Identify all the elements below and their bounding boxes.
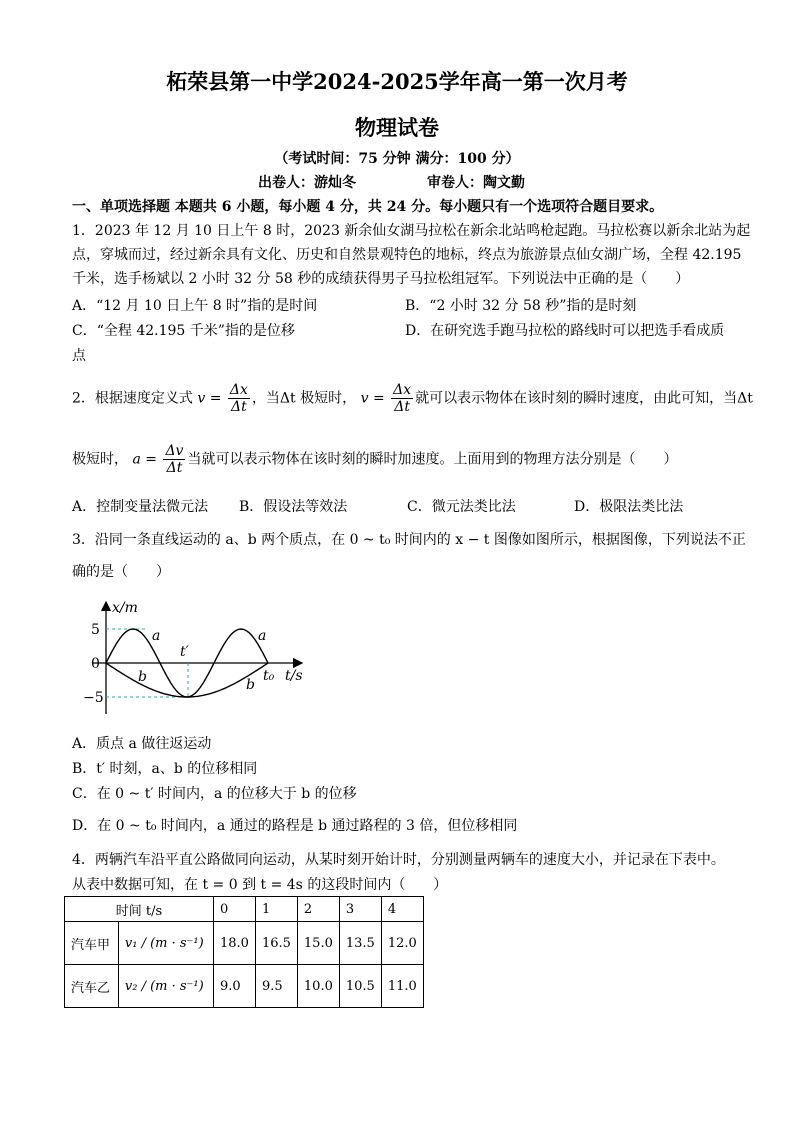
table-header-row bbox=[65, 897, 424, 922]
table-time-4: 4 bbox=[381, 897, 423, 922]
q3-line2: 确的是（ ） bbox=[72, 564, 170, 580]
label-a-2: a bbox=[258, 628, 267, 644]
q2-v-eq: v = bbox=[197, 390, 222, 407]
q2-text2: ，当Δt 极短时， bbox=[251, 390, 357, 407]
q2-option-d: D．极限法类比法 bbox=[574, 499, 684, 515]
table-cell: 10.0 bbox=[297, 965, 339, 1008]
table-cell: 11.0 bbox=[381, 965, 423, 1008]
table-cell: 18.0 bbox=[214, 922, 256, 965]
y-axis-label: x/m bbox=[112, 600, 138, 616]
table-cell: 10.5 bbox=[339, 965, 381, 1008]
section-heading: 一、单项选择题 本题共 6 小题，每小题 4 分，共 24 分。每小题只有一个选项符合题目要求。 bbox=[72, 199, 664, 215]
table-cell: 9.0 bbox=[214, 965, 256, 1008]
setter: 出卷人：游灿冬 bbox=[258, 175, 356, 191]
table-header-time: 时间 t/s bbox=[65, 897, 214, 922]
q2-a-eq: a = bbox=[132, 451, 157, 468]
q4-line2: 从表中数据可知，在 t = 0 到 t = 4s 的这段时间内（ ） bbox=[72, 877, 448, 893]
curve-b bbox=[106, 663, 268, 697]
q1-option-c: C．“全程 42.195 千米”指的是位移 bbox=[72, 323, 295, 339]
table-cell: 12.0 bbox=[381, 922, 423, 965]
q2-line2 bbox=[72, 443, 677, 476]
q3-option-b: B．t′ 时刻，a、b 的位移相同 bbox=[72, 761, 258, 777]
table-time-2: 2 bbox=[297, 897, 339, 922]
label-tprime: t′ bbox=[180, 644, 189, 660]
table-row bbox=[65, 922, 424, 965]
table-cell: 9.5 bbox=[255, 965, 297, 1008]
q2-v-eq-2: v = bbox=[360, 390, 385, 407]
table-row bbox=[65, 965, 424, 1008]
q2-text4: 极短时， bbox=[72, 451, 128, 468]
q2-line1 bbox=[72, 382, 753, 415]
q1-line2: 点，穿城而过，经过新余具有文化、历史和自然景观特色的地标，终点为旅游景点仙女湖广场，全程 42.195 bbox=[72, 247, 742, 263]
q1-option-b: B．“2 小时 32 分 58 秒”指的是时刻 bbox=[405, 298, 637, 314]
quantity-label: v₂ / (m · s⁻¹) bbox=[118, 965, 213, 1008]
table-cell: 16.5 bbox=[255, 922, 297, 965]
reviewer: 审卷人：陶文勤 bbox=[427, 175, 525, 191]
q1-option-a: A．“12 月 10 日上午 8 时”指的是时间 bbox=[72, 298, 318, 314]
tick-0: 0 bbox=[91, 656, 100, 672]
q3-option-a: A．质点 a 做往返运动 bbox=[72, 736, 212, 752]
table-time-0: 0 bbox=[214, 897, 256, 922]
tick-5: 5 bbox=[91, 622, 100, 638]
q1-line1: 1．2023 年 12 月 10 日上午 8 时，2023 新余仙女湖马拉松在新余北站鸣枪起跑。马拉松赛以新余北站为起 bbox=[72, 223, 751, 239]
q2-option-c: C．微元法类比法 bbox=[407, 499, 516, 515]
q2-option-a: A．控制变量法微元法 bbox=[72, 499, 209, 515]
q3-line1: 3．沿同一条直线运动的 a、b 两个质点，在 0 ~ t₀ 时间内的 x − t 图像如图所示，根据图像，下列说法不正 bbox=[72, 532, 746, 548]
label-a-1: a bbox=[152, 628, 161, 644]
q4-line1: 4．两辆汽车沿平直公路做同向运动，从某时刻开始计时，分别测量两辆车的速度大小，并记录在下表中。 bbox=[72, 852, 725, 868]
quantity-label: v₁ / (m · s⁻¹) bbox=[118, 922, 213, 965]
q1-line3: 千米，选手杨斌以 2 小时 32 分 58 秒的成绩获得男子马拉松组冠军。下列说法中正确的是（ ） bbox=[72, 271, 690, 287]
label-b-2: b bbox=[246, 677, 255, 693]
q2-text1: 2．根据速度定义式 bbox=[72, 390, 193, 407]
q1-option-d-cont: 点 bbox=[72, 348, 86, 364]
tick-minus5: −5 bbox=[83, 690, 104, 706]
table-cell: 15.0 bbox=[297, 922, 339, 965]
q2-fraction-dv-dt: $\frac{\Delta v}{\Delta t}$ bbox=[165, 443, 184, 476]
q2-option-b: B．假设法等效法 bbox=[239, 499, 348, 515]
q3-option-c: C．在 0 ~ t′ 时间内，a 的位移大于 b 的位移 bbox=[72, 786, 357, 802]
x-t-graph bbox=[80, 596, 320, 722]
q2-fraction-dx-dt-2: $\frac{\Delta x}{\Delta t}$ bbox=[393, 382, 412, 415]
q2-text3: 就可以表示物体在该时刻的瞬时速度，由此可知，当Δt bbox=[415, 390, 753, 407]
table-time-3: 3 bbox=[339, 897, 381, 922]
label-t0: t₀ bbox=[263, 668, 275, 684]
exam-info: （考试时间：75 分钟 满分：100 分） bbox=[274, 151, 520, 167]
exam-title: 柘荣县第一中学2024-2025学年高一第一次月考 bbox=[166, 69, 628, 94]
x-axis-label: t/s bbox=[285, 668, 303, 684]
car-name: 汽车乙 bbox=[65, 965, 119, 1008]
label-b-1: b bbox=[138, 669, 147, 685]
car-name: 汽车甲 bbox=[65, 922, 119, 965]
q1-option-d: D．在研究选手跑马拉松的路线时可以把选手看成质 bbox=[405, 323, 725, 339]
table-cell: 13.5 bbox=[339, 922, 381, 965]
q2-fraction-dx-dt: $\frac{\Delta x}{\Delta t}$ bbox=[229, 382, 248, 415]
q2-text5: 当就可以表示物体在该时刻的瞬时加速度。上面用到的物理方法分别是（ ） bbox=[187, 451, 678, 468]
speed-table bbox=[64, 896, 424, 1008]
q3-option-d: D．在 0 ~ t₀ 时间内，a 通过的路程是 b 通过路程的 3 倍，但位移相同 bbox=[72, 818, 518, 834]
table-time-1: 1 bbox=[255, 897, 297, 922]
exam-subject: 物理试卷 bbox=[355, 115, 439, 140]
